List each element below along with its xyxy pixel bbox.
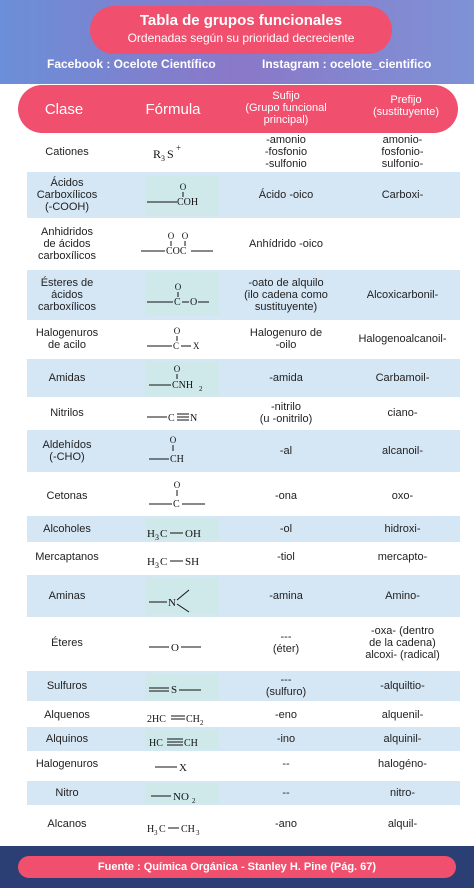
prefix-cell: alquil- [387, 818, 418, 830]
class-cell: Nitrilos [50, 407, 84, 419]
class-cell: Ácidos Carboxílicos (-COOH) [36, 177, 98, 213]
suffix-cell: -amina [269, 590, 303, 602]
page-title: Tabla de grupos funcionales [139, 12, 343, 29]
formula-drawing [137, 172, 219, 218]
svg-text:CNH: CNH [172, 380, 194, 391]
formula-drawing [137, 359, 219, 397]
table-row [27, 671, 460, 701]
class-cell: Amidas [48, 372, 86, 384]
formula-drawing [137, 516, 219, 542]
svg-text:SH: SH [185, 556, 200, 568]
table-row [27, 543, 460, 571]
prefix-cell: Alcoxicarbonil- [366, 289, 439, 301]
svg-text:2: 2 [192, 797, 196, 805]
svg-text:X: X [179, 762, 187, 774]
table-row [27, 752, 460, 776]
table-row [27, 474, 460, 518]
svg-text:2: 2 [199, 385, 203, 393]
svg-text:O: O [174, 282, 182, 292]
prefix-cell: alquinil- [383, 733, 422, 745]
formula-drawing [137, 320, 219, 358]
svg-text:O: O [169, 435, 177, 445]
prefix-cell: Halogenoalcanoil- [358, 333, 447, 345]
formula-cell [137, 474, 219, 518]
svg-text:N: N [168, 597, 176, 609]
class-cell: Halogenuros de acilo [35, 327, 99, 351]
formula-drawing [137, 619, 219, 667]
suffix-cell: Halogenuro de -oilo [249, 327, 323, 351]
class-cell: Sulfuros [46, 680, 88, 692]
svg-text:H: H [147, 556, 155, 568]
table-row [27, 430, 460, 472]
svg-text:3: 3 [196, 829, 200, 837]
svg-text:C: C [168, 413, 175, 424]
prefix-cell: alquenil- [381, 709, 424, 721]
column-header-bar [18, 85, 458, 133]
suffix-cell: -nitrilo (u -onitrilo) [259, 401, 313, 425]
formula-drawing [137, 270, 219, 320]
formula-drawing [137, 806, 219, 842]
class-cell: Alquenos [44, 709, 90, 721]
formula-cell [137, 781, 219, 805]
suffix-cell: -tiol [277, 551, 295, 563]
suffix-cell: -oato de alquilo (ilo cadena como sustituyente) [244, 277, 328, 313]
prefix-cell: -oxa- (dentro de la cadena) alcoxi- (radical) [365, 625, 440, 661]
column-header-sufijo: Sufijo (Grupo funcional principal) [245, 90, 327, 126]
table-row [27, 172, 460, 218]
formula-cell [137, 727, 219, 751]
prefix-cell: Carboxi- [381, 189, 424, 201]
prefix-cell: hidroxi- [384, 523, 421, 535]
class-cell: Ésteres de ácidos carboxílicos [37, 277, 97, 313]
formula-cell [137, 172, 219, 218]
svg-text:CH: CH [170, 454, 184, 465]
svg-text:3: 3 [155, 561, 159, 570]
svg-text:3: 3 [161, 154, 165, 163]
suffix-cell: -- [282, 787, 290, 799]
prefix-cell: oxo- [391, 490, 414, 502]
class-cell: Alquinos [45, 733, 89, 745]
suffix-cell: -ol [279, 523, 293, 535]
svg-text:O: O [190, 297, 198, 308]
svg-text:NO: NO [173, 791, 189, 803]
suffix-cell: -ino [276, 733, 296, 745]
formula-cell [137, 752, 219, 776]
svg-text:O: O [181, 231, 189, 241]
formula-drawing [137, 575, 219, 617]
class-cell: Éteres [51, 637, 83, 649]
formula-cell [137, 619, 219, 667]
suffix-cell: -amida [269, 372, 303, 384]
facebook-credit: Facebook : Ocelote Científico [47, 57, 216, 71]
suffix-cell: -ano [274, 818, 298, 830]
table-row [27, 134, 460, 170]
svg-text:+: + [176, 143, 182, 153]
class-cell: Cetonas [46, 490, 88, 502]
formula-drawing [137, 543, 219, 571]
svg-text:COH: COH [177, 197, 199, 208]
class-cell: Cationes [45, 146, 89, 158]
source-credit: Fuente : Química Orgánica - Stanley H. Pine (Pág. 67) [18, 856, 456, 878]
formula-cell [137, 359, 219, 397]
formula-cell [137, 430, 219, 472]
table-row [27, 727, 460, 751]
formula-cell [137, 806, 219, 842]
formula-drawing [137, 781, 219, 805]
prefix-cell: -alquiltio- [380, 680, 425, 692]
prefix-cell [345, 222, 460, 266]
column-header-clase: Clase [44, 101, 84, 118]
formula-cell [137, 320, 219, 358]
svg-text:3: 3 [154, 829, 158, 837]
formula-drawing [137, 474, 219, 518]
svg-text:C: C [160, 528, 168, 540]
formula-drawing [137, 222, 219, 266]
svg-text:C: C [160, 556, 168, 568]
formula-drawing [137, 703, 219, 727]
formula-drawing [137, 727, 219, 751]
formula-cell [137, 396, 219, 430]
svg-text:OH: OH [185, 528, 201, 540]
prefix-cell: Carbamoil- [375, 372, 430, 384]
suffix-cell: Anhídrido -oico [249, 238, 323, 250]
formula-cell [137, 270, 219, 320]
page-subtitle: Ordenadas según su prioridad decreciente [127, 31, 355, 45]
prefix-cell: halogéno- [378, 758, 427, 770]
formula-cell [137, 703, 219, 727]
svg-text:CH: CH [184, 738, 198, 749]
suffix-cell: -ona [274, 490, 298, 502]
svg-text:2: 2 [200, 719, 204, 727]
svg-text:2HC: 2HC [147, 714, 166, 725]
svg-text:O: O [179, 182, 187, 192]
table-row [27, 781, 460, 805]
svg-text:S: S [171, 684, 178, 696]
table-row [27, 222, 460, 266]
prefix-cell: alcanoil- [382, 445, 423, 457]
prefix-cell: ciano- [387, 407, 418, 419]
svg-text:X: X [193, 341, 200, 351]
suffix-cell: Ácido -oico [258, 189, 314, 201]
svg-text:C: C [174, 297, 181, 308]
class-cell: Aldehídos (-CHO) [42, 439, 92, 463]
prefix-cell: nitro- [389, 787, 416, 799]
table-row [27, 575, 460, 617]
formula-cell [137, 575, 219, 617]
formula-cell [137, 137, 219, 167]
svg-text:C: C [159, 824, 166, 835]
formula-drawing [137, 671, 219, 701]
svg-text:O: O [173, 364, 181, 374]
table-row [27, 703, 460, 727]
suffix-cell: -amonio -fosfonio -sulfonio [264, 134, 308, 170]
table-row [27, 619, 460, 667]
suffix-cell: -al [279, 445, 293, 457]
table-row [27, 516, 460, 542]
column-header-formula: Fórmula [145, 101, 201, 118]
formula-cell [137, 671, 219, 701]
svg-text:O: O [171, 642, 179, 654]
svg-text:S: S [167, 147, 174, 161]
svg-text:O: O [167, 231, 175, 241]
class-cell: Aminas [48, 590, 86, 602]
suffix-cell: --- (sulfuro) [265, 674, 307, 698]
svg-text:H: H [147, 824, 155, 835]
class-cell: Alcanos [47, 818, 87, 830]
prefix-cell: amonio- fosfonio- sulfonio- [381, 134, 424, 170]
table-row [27, 359, 460, 397]
svg-text:O: O [173, 326, 181, 336]
table-row [27, 396, 460, 430]
suffix-cell: -eno [274, 709, 298, 721]
formula-drawing [137, 752, 219, 776]
prefix-cell: Amino- [385, 590, 420, 602]
formula-drawing [137, 430, 219, 472]
class-cell: Nitro [55, 787, 79, 799]
formula-cell [137, 516, 219, 542]
table-row [27, 806, 460, 842]
formula-cell [137, 543, 219, 571]
class-cell: Anhidridos de ácidos carboxílicos [37, 226, 97, 262]
table-row [27, 320, 460, 358]
suffix-cell: --- (éter) [272, 631, 300, 655]
class-cell: Alcoholes [43, 523, 91, 535]
table-row [27, 270, 460, 320]
suffix-cell: -- [282, 758, 290, 770]
svg-text:O: O [173, 480, 181, 490]
instagram-credit: Instagram : ocelote_cientifico [262, 57, 432, 71]
svg-text:N: N [190, 413, 198, 424]
svg-text:C: C [173, 499, 180, 510]
svg-text:CH: CH [181, 824, 195, 835]
svg-text:C: C [173, 341, 180, 351]
prefix-cell: mercapto- [377, 551, 428, 563]
svg-text:R: R [153, 147, 162, 161]
svg-text:CH: CH [186, 714, 200, 725]
title-banner [90, 6, 392, 54]
formula-drawing [137, 137, 219, 167]
column-header-prefijo: Prefijo (sustituyente) [372, 94, 440, 118]
svg-text:3: 3 [155, 533, 159, 542]
formula-cell [137, 222, 219, 266]
svg-text:HC: HC [149, 738, 163, 749]
formula-drawing [137, 396, 219, 430]
svg-text:H: H [147, 528, 155, 540]
class-cell: Mercaptanos [35, 551, 99, 563]
svg-text:COC: COC [166, 246, 187, 257]
class-cell: Halogenuros [35, 758, 99, 770]
